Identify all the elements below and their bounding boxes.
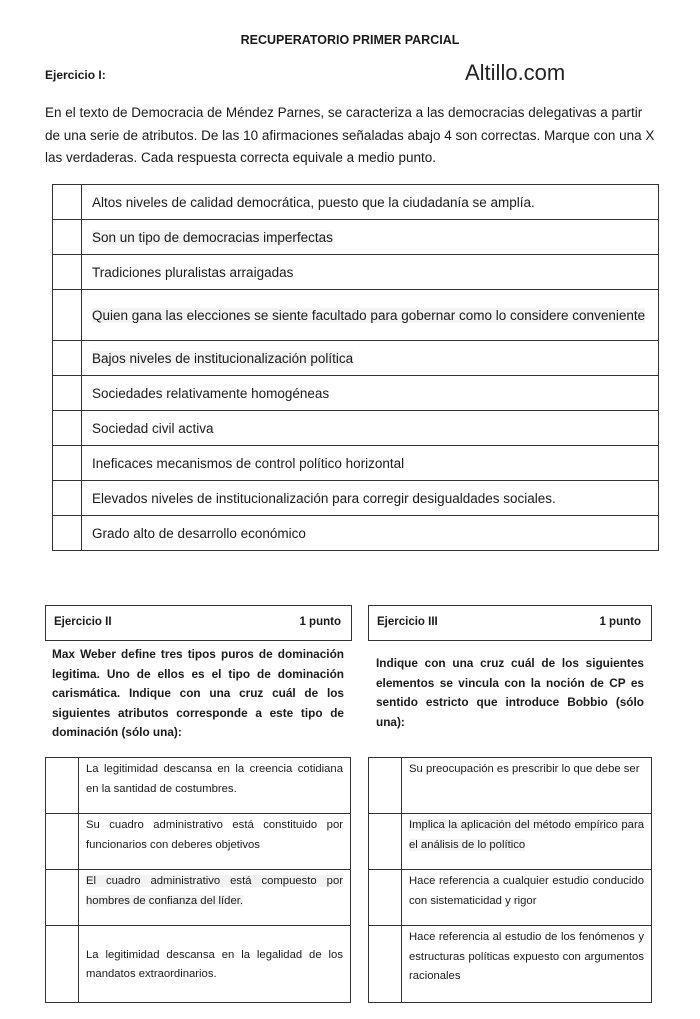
answer-checkbox[interactable]: [369, 758, 402, 814]
answer-checkbox[interactable]: [369, 926, 402, 1003]
option-highlight: Son un tipo de democracias imperfectas: [92, 229, 333, 245]
option-text: Sociedad civil activa: [82, 411, 659, 446]
answer-checkbox[interactable]: [46, 758, 79, 814]
answer-checkbox[interactable]: [46, 814, 79, 870]
watermark-logo: Altillo.com: [465, 60, 566, 85]
page-title: RECUPERATORIO PRIMER PARCIAL: [240, 33, 460, 47]
table-row: [369, 814, 652, 870]
answer-checkbox[interactable]: [53, 185, 82, 220]
answer-checkbox[interactable]: [53, 481, 82, 516]
option-text: Tradiciones pluralistas arraigadas: [82, 255, 659, 290]
exercise3-header: [368, 605, 652, 641]
option-text: [79, 870, 351, 926]
table-row: [369, 870, 652, 926]
option-text: Ineficaces mecanismos de control político horizontal: [82, 446, 659, 481]
option-text: Grado alto de desarrollo económico: [82, 516, 659, 551]
option-text: Altos niveles de calidad democrática, puesto que la ciudadanía se amplía.: [82, 185, 659, 220]
table-row: [53, 290, 659, 341]
table-row: [53, 220, 659, 255]
option-text: La legitimidad descansa en la legalidad de los mandatos extraordinarios.: [79, 926, 351, 1003]
exercise3-heading: Ejercicio III: [377, 616, 438, 628]
exercise2-prompt: Max Weber define tres tipos puros de dominación legitima. Uno de ellos es el tipo de dominación carismática. Indique con una cruz cuál de los siguientes atributos corresponde a este tipo de dominación (sólo una):: [52, 647, 344, 739]
option-text: Elevados niveles de institucionalización para corregir desigualdades sociales.: [82, 481, 659, 516]
option-text: Su cuadro administrativo está constituido por funcionarios con deberes objetivos: [79, 814, 351, 870]
table-row: [369, 758, 652, 814]
answer-checkbox[interactable]: [46, 926, 79, 1003]
exercise1-options-table: [52, 184, 659, 551]
table-row: [53, 446, 659, 481]
answer-checkbox[interactable]: [53, 255, 82, 290]
option-text: [82, 220, 659, 255]
table-row: [369, 926, 652, 1003]
answer-checkbox[interactable]: [369, 870, 402, 926]
answer-checkbox[interactable]: [53, 341, 82, 376]
exercise3-prompt: Indique con una cruz cuál de los siguientes elementos se vincula con la noción de CP es sentido estricto que introduce Bobbio (sólo una):: [376, 656, 644, 729]
table-row: [53, 481, 659, 516]
answer-checkbox[interactable]: [53, 220, 82, 255]
exercise2-points: 1 punto: [299, 616, 341, 628]
option-highlight: Quien gana las elecciones se siente facultado para gobernar como lo considere conveniente: [92, 307, 646, 323]
option-text: Sociedades relativamente homogéneas: [82, 376, 659, 411]
option-highlight: El cuadro administrativo está compuesto por hombres de confianza del líder.: [86, 875, 343, 907]
exercise1-intro: En el texto de Democracia de Méndez Parnes, se caracteriza a las democracias delegativas a partir de una serie de atributos. De las 10 afirmaciones señaladas abajo 4 son correctas. Marque con una X las verdaderas. Cada respuesta correcta equivale a medio punto.: [45, 105, 655, 165]
table-row: [53, 185, 659, 220]
option-text: Hace referencia al estudio de los fenómenos y estructuras políticas expuesto con argumentos racionales: [402, 926, 652, 1003]
table-row: [53, 411, 659, 446]
answer-checkbox[interactable]: [53, 376, 82, 411]
option-text: Hace referencia a cualquier estudio conducido con sistematicidad y rigor: [402, 870, 652, 926]
exercise1-heading: Ejercicio I:: [45, 68, 106, 82]
option-text: [82, 290, 659, 341]
answer-checkbox[interactable]: [53, 290, 82, 341]
answer-checkbox[interactable]: [46, 870, 79, 926]
exercise3-points: 1 punto: [599, 616, 641, 628]
table-row: [46, 758, 351, 814]
table-row: [53, 376, 659, 411]
exercise2-heading: Ejercicio II: [54, 616, 112, 628]
option-highlight: Bajos niveles de institucionalización política: [92, 350, 354, 366]
table-row: [53, 255, 659, 290]
table-row: [53, 341, 659, 376]
table-row: [46, 926, 351, 1003]
exercise2-options-table: [45, 757, 351, 1003]
table-row: [46, 814, 351, 870]
exercise2-header: [45, 605, 352, 641]
exercise3-options-table: [368, 757, 652, 1003]
option-highlight: Implica la aplicación del método empírico para el análisis de lo político: [409, 819, 644, 851]
answer-checkbox[interactable]: [53, 411, 82, 446]
option-text: [82, 341, 659, 376]
table-row: [46, 870, 351, 926]
option-text: Su preocupación es prescribir lo que debe ser: [402, 758, 652, 814]
answer-checkbox[interactable]: [53, 446, 82, 481]
answer-checkbox[interactable]: [369, 814, 402, 870]
answer-checkbox[interactable]: [53, 516, 82, 551]
option-text: [402, 814, 652, 870]
option-text: La legitimidad descansa en la creencia cotidiana en la santidad de costumbres.: [79, 758, 351, 814]
table-row: [53, 516, 659, 551]
